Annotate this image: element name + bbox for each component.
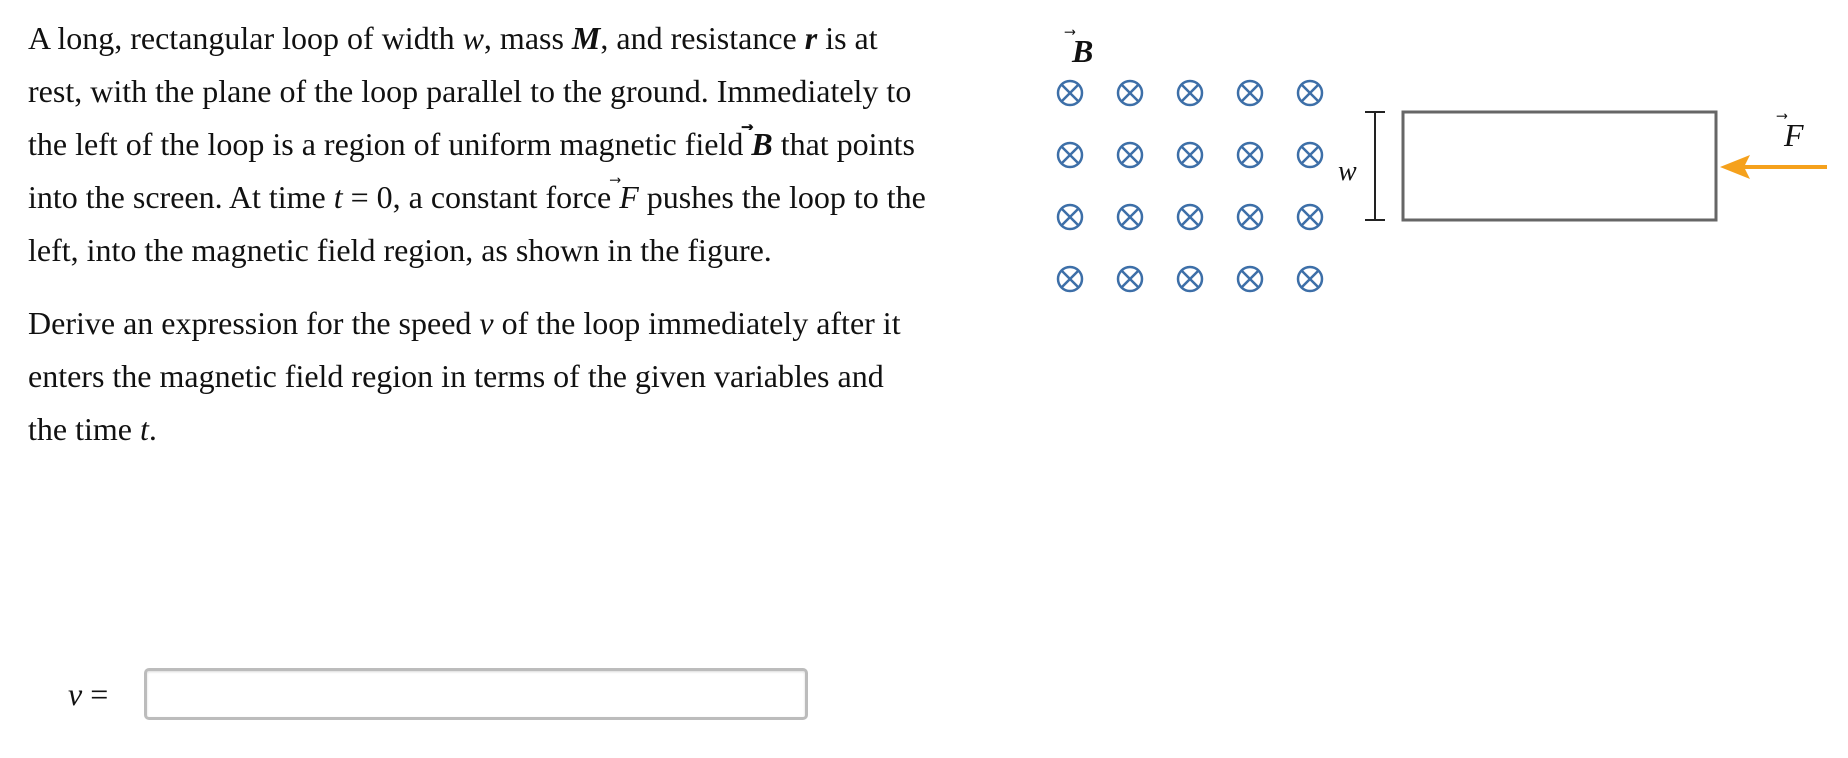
b-field-label-text: B [1072,33,1094,69]
width-marker [1338,112,1385,220]
field-into-screen-icon [1118,267,1142,291]
var-r: r [804,20,818,56]
rectangular-loop [1403,112,1716,220]
problem-paragraph-1: A long, rectangular loop of width w, mass M, and resistance r is at rest, with the plane of the loop parallel to the ground. Immediately to the left of the loop is a region of uniform magnetic field B that points into the screen. At time t = 0, a constant force F pushes the loop to the left, into the magnetic field region, as shown in the figure. [28,20,926,268]
field-into-screen-icon [1178,267,1202,291]
field-into-screen-icon [1298,205,1322,229]
var-t-2: t [139,411,149,447]
field-into-screen-icon [1298,267,1322,291]
var-w: w [462,20,484,56]
field-into-screen-icon [1058,267,1082,291]
field-into-screen-icon [1178,143,1202,167]
var-M: M [571,20,601,56]
field-into-screen-icon [1058,143,1082,167]
width-label: w [1338,156,1357,187]
field-into-screen-icon [1058,205,1082,229]
figure [1040,10,1840,330]
answer-row [68,668,808,720]
field-into-screen-icon [1298,81,1322,105]
problem-text [28,12,928,476]
b-field-label [1064,29,1093,69]
answer-input[interactable] [144,668,808,720]
problem-paragraph-2: Derive an expression for the speed v of the loop immediately after it enters the magnetic field region in terms of the given variables and the time t. [28,305,901,447]
force-label-text: F [1784,117,1804,153]
var-t: t [333,179,343,215]
field-into-screen-icon [1058,81,1082,105]
field-into-screen-icon [1238,205,1262,229]
force-arrow [1720,155,1827,179]
magnetic-field-grid [1058,81,1322,291]
field-into-screen-icon [1178,81,1202,105]
field-into-screen-icon [1118,143,1142,167]
field-into-screen-icon [1238,143,1262,167]
field-into-screen-icon [1238,81,1262,105]
vector-F: F [619,179,639,215]
field-into-screen-icon [1238,267,1262,291]
field-into-screen-icon [1298,143,1322,167]
field-into-screen-icon [1178,205,1202,229]
vector-B: B [751,126,773,162]
var-v: v [479,305,494,341]
answer-label: v = [68,675,109,712]
force-label [1776,113,1804,153]
field-into-screen-icon [1118,81,1142,105]
field-into-screen-icon [1118,205,1142,229]
